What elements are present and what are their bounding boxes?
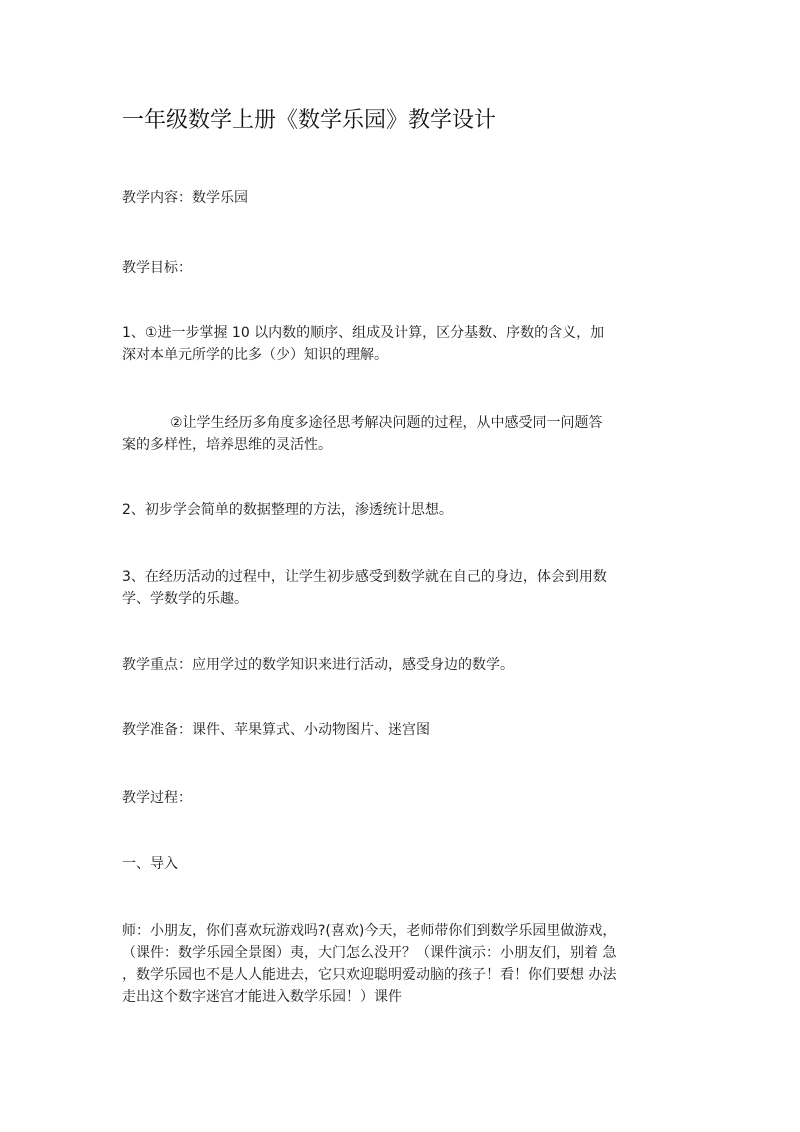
goal1b-line2: 案的多样性，培养思维的灵活性。 xyxy=(122,437,332,453)
key-points: 教学重点：应用学过的数学知识来进行活动，感受身边的数学。 xyxy=(122,657,514,673)
paragraph-line1: 师：小朋友，你们喜欢玩游戏吗?(喜欢)今天，老师带你们到数学乐园里做游戏， xyxy=(122,923,617,939)
teaching-content: 教学内容：数学乐园 xyxy=(122,190,248,206)
paragraph-line4: 走出这个数字迷宫才能进入数学乐园！）课件 xyxy=(122,989,402,1005)
process-heading: 教学过程： xyxy=(122,790,192,806)
paragraph-line2: （课件：数学乐园全景图）夷，大门怎么没开？（课件演示：小朋友们，别着 急 xyxy=(122,945,617,961)
goals-heading: 教学目标： xyxy=(122,260,192,276)
goal1-line2: 深对本单元所学的比多（少）知识的理解。 xyxy=(122,347,388,363)
goal3-line1: 3、在经历活动的过程中，让学生初步感受到数学就在自己的身边，体会到用数 xyxy=(122,569,607,585)
goal2: 2、初步学会简单的数据整理的方法，渗透统计思想。 xyxy=(122,502,453,518)
section-intro-heading: 一、导入 xyxy=(122,856,178,872)
goal1b-line1: ②让学生经历多角度多途径思考解决问题的过程，从中感受同一问题答 xyxy=(170,415,603,431)
goal1-line1: 1、①进一步掌握 10 以内数的顺序、组成及计算，区分基数、序数的含义，加 xyxy=(122,325,605,341)
document-title: 一年级数学上册《数学乐园》教学设计 xyxy=(122,108,497,133)
goal3-line2: 学、学数学的乐趣。 xyxy=(122,591,248,607)
preparation: 教学准备：课件、苹果算式、小动物图片、迷宫图 xyxy=(122,722,430,738)
paragraph-line3: ，数学乐园也不是人人能进去，它只欢迎聪明爱动脑的孩子！看！你们要想 办法 xyxy=(122,967,617,983)
